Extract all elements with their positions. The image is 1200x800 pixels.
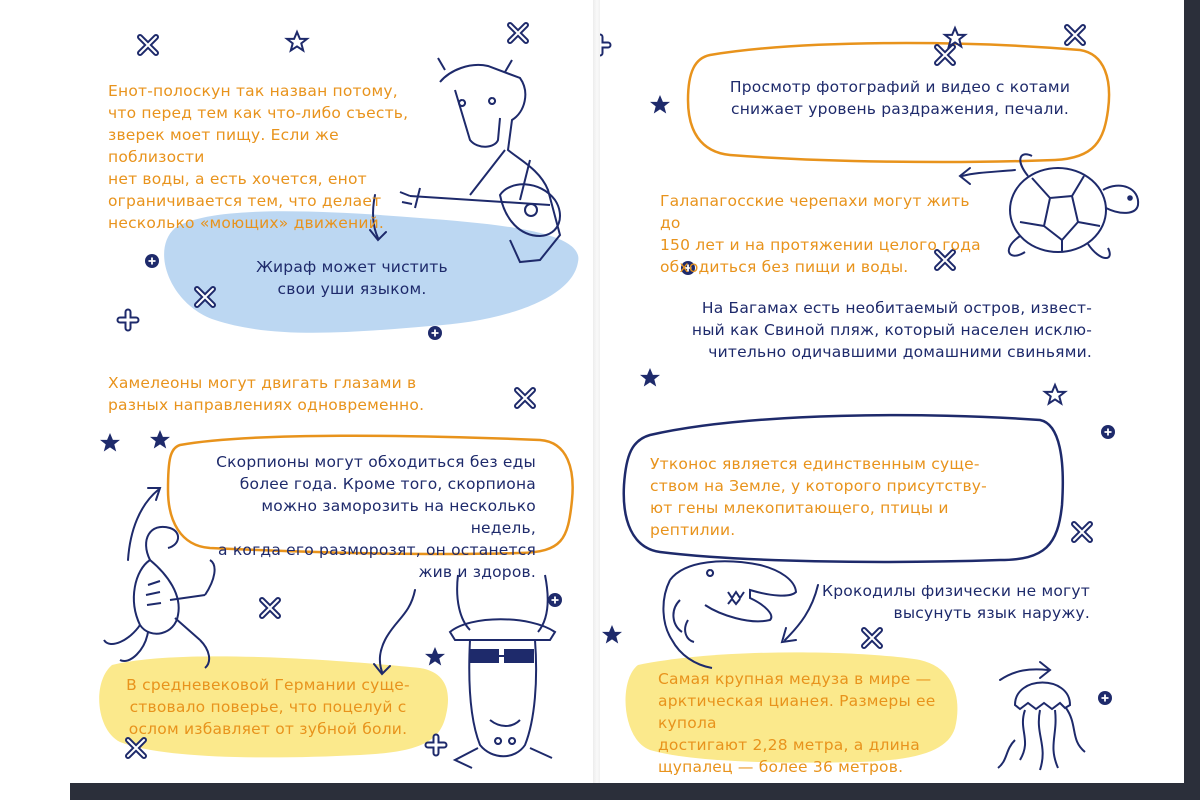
jellyfish-illustration <box>998 683 1085 771</box>
fact-turtles: Галапагосские черепахи могут жить до 150 лет и на протяжении целого года обходиться без пищи и воды. <box>660 192 981 276</box>
fact-crocodile: Крокодилы физически не могут высунуть язык наружу. <box>822 582 1090 622</box>
fact-chameleon: Хамелеоны могут двигать глазами в разных направлениях одновременно. <box>108 374 425 414</box>
fact-cats: Просмотр фотографий и видео с котами снижает уровень раздражения, печали. <box>729 78 1071 118</box>
fact-scorpion: Скорпионы могут обходиться без еды более года. Кроме того, скорпиона можно заморозить на несколько недель, а когда его разморозят, он останется жив и здоров. <box>216 453 536 581</box>
right-page <box>600 0 1200 800</box>
left-page <box>0 0 590 800</box>
fact-jellyfish: Самая крупная медуза в мире — арктическая цианея. Размеры ее купола достигают 2,28 метра, а длина щупалец — более 36 метров. <box>658 670 936 776</box>
book-cover-edge <box>1184 0 1200 800</box>
book-cover-bottom <box>70 783 1200 800</box>
fact-raccoon: Енот-полоскун так назван потому, что перед тем как что-либо съесть, зверек моет пищу. Если же поблизости нет воды, а есть хочется, енот ограничивается тем, что делает несколько «моющих» движений. <box>108 82 409 232</box>
turtle-illustration <box>1009 154 1138 258</box>
fact-donkey: В средневековой Германии суще- ствовало поверье, что поцелуй с ослом избавляет от зубной боли. <box>126 676 410 738</box>
donkey-cowboy-illustration <box>450 575 555 768</box>
fact-platypus: Утконос является единственным суще- ством на Земле, у которого присутству- ют гены млекопитающего, птицы и рептилии. <box>650 455 987 539</box>
fact-giraffe: Жираф может чистить свои уши языком. <box>256 258 448 298</box>
crocodile-illustration <box>663 561 796 668</box>
fact-pigs: На Багамах есть необитаемый остров, извест- ный как Свиной пляж, который населен исклю- чительно одичавшими домашними свиньями. <box>691 299 1092 361</box>
